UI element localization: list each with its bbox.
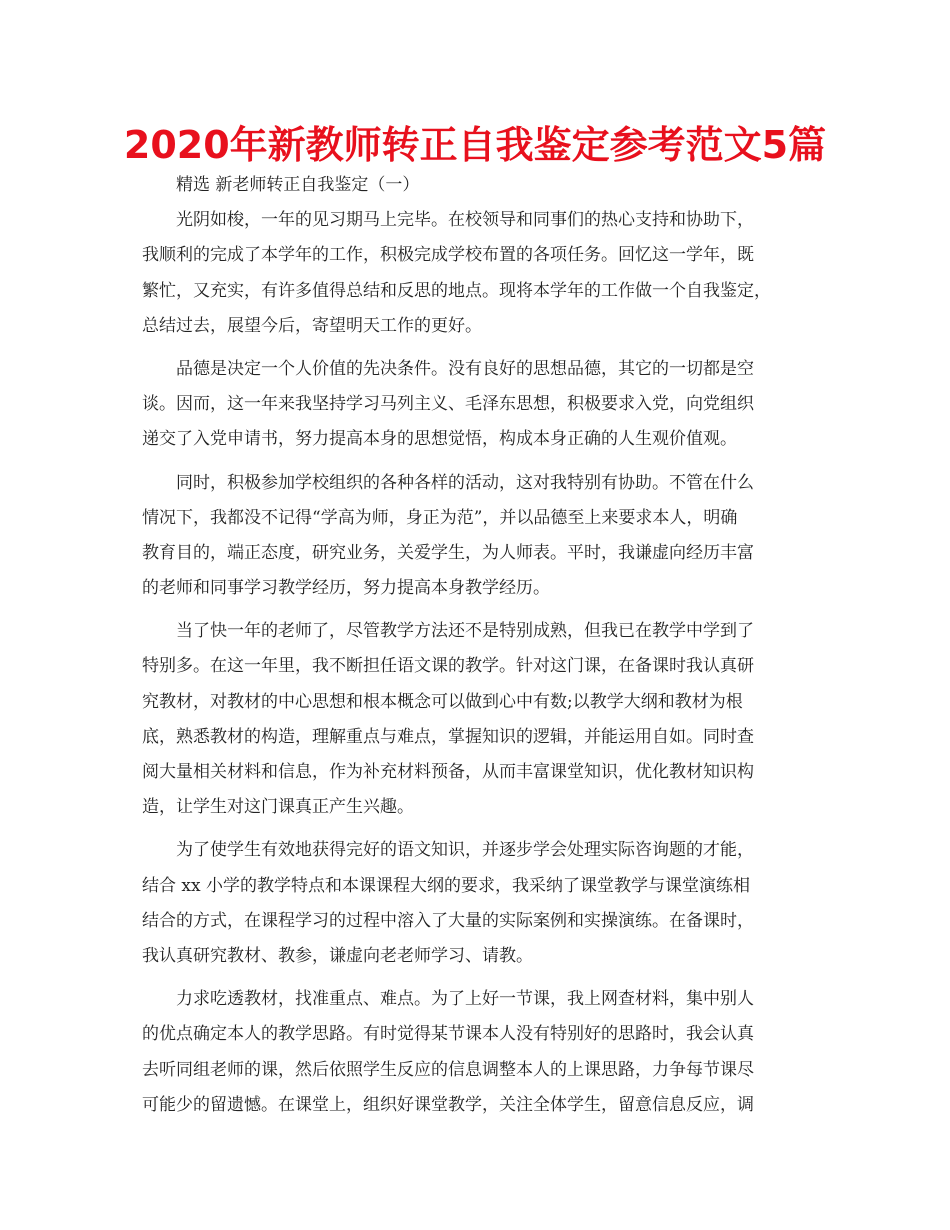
document-title: 2020年新教师转正自我鉴定参考范文5篇: [123, 123, 827, 167]
paragraph-line: 繁忙，又充实，有许多值得总结和反思的地点。现将本学年的工作做一个自我鉴定，: [142, 280, 771, 301]
section-heading: 精选 新老师转正自我鉴定（一）: [176, 175, 420, 195]
paragraph: [142, 833, 822, 974]
paragraph-line: 光阴如梭，一年的见习期马上完毕。在校领导和同事们的热心支持和协助下，: [176, 210, 754, 231]
paragraph-line: 可能少的留遗憾。在课堂上，组织好课堂教学，关注全体学生，留意信息反应，调: [142, 1094, 754, 1115]
paragraph-gap: [142, 974, 822, 982]
paragraph-line: 的优点确定本人的教学思路。有时觉得某节课本人没有特别好的思路时，我会认真: [142, 1024, 754, 1045]
paragraph-line: 底，熟悉教材的构造，理解重点与难点，掌握知识的逻辑，并能运用自如。同时查: [142, 726, 754, 747]
paragraph: [142, 466, 822, 607]
paragraph-line: 究教材，对教材的中心思想和根本概念可以做到心中有数;以教学大纲和教材为根: [142, 691, 743, 712]
paragraph-line: 力求吃透教材，找准重点、难点。为了上好一节课，我上网查材料，集中别人: [176, 989, 754, 1010]
paragraph-line: 造，让学生对这门课真正产生兴趣。: [142, 797, 414, 818]
paragraph-line: 谈。因而，这一年来我坚持学习马列主义、毛泽东思想，积极要求入党，向党组织: [142, 394, 754, 415]
paragraph-line: 为了使学生有效地获得完好的语文知识，并逐步学会处理实际咨询题的才能，: [176, 840, 754, 861]
paragraph-line: 递交了入党申请书，努力提高本身的思想觉悟，构成本身正确的人生观价值观。: [142, 429, 737, 450]
paragraph-line: 特别多。在这一年里，我不断担任语文课的教学。针对这门课，在备课时我认真研: [142, 656, 754, 677]
paragraph-gap: [142, 606, 822, 614]
paragraph-line: 我认真研究教材、教参，谦虚向老老师学习、请教。: [142, 945, 533, 966]
paragraph-gap: [142, 825, 822, 833]
paragraph-line: 我顺利的完成了本学年的工作，积极完成学校布置的各项任务。回忆这一学年，既: [142, 245, 754, 266]
paragraph-line: 阅大量相关材料和信息，作为补充材料预备，从而丰富课堂知识，优化教材知识构: [142, 762, 754, 782]
paragraph-line: 的老师和同事学习教学经历，努力提高本身教学经历。: [142, 578, 550, 599]
paragraph-line: 总结过去，展望今后，寄望明天工作的更好。: [142, 315, 482, 336]
paragraph-line: 情况下，我都没不记得“学高为师，身正为范”，并以品德至上来要求本人，明确: [142, 507, 738, 528]
paragraph: [142, 982, 822, 1123]
paragraph: [142, 352, 822, 458]
paragraph-line: 去听同组老师的课，然后依照学生反应的信息调整本人的上课思路，力争每节课尽: [142, 1059, 754, 1080]
paragraph-line: 当了快一年的老师了，尽管教学方法还不是特别成熟，但我已在教学中学到了: [176, 621, 754, 642]
document-body: [142, 168, 822, 1123]
paragraph-gap: [142, 458, 822, 466]
paragraph-line: 结合的方式，在课程学习的过程中溶入了大量的实际案例和实操演练。在备课时，: [142, 910, 754, 931]
paragraph-line: 品德是决定一个人价值的先决条件。没有良好的思想品德，其它的一切都是空: [176, 358, 754, 379]
paragraph-gap: [142, 344, 822, 352]
paragraph: [142, 203, 822, 344]
paragraph-line: 同时，积极参加学校组织的各种各样的活动，这对我特别有协助。不管在什么: [176, 472, 754, 493]
paragraph-line: 结合 xx 小学的教学特点和本课课程大纲的要求，我采纳了课堂教学与课堂演练相: [142, 875, 750, 896]
paragraph-line: 教育目的，端正态度，研究业务，关爱学生，为人师表。平时，我谦虚向经历丰富: [142, 542, 754, 563]
paragraph: [142, 614, 822, 825]
